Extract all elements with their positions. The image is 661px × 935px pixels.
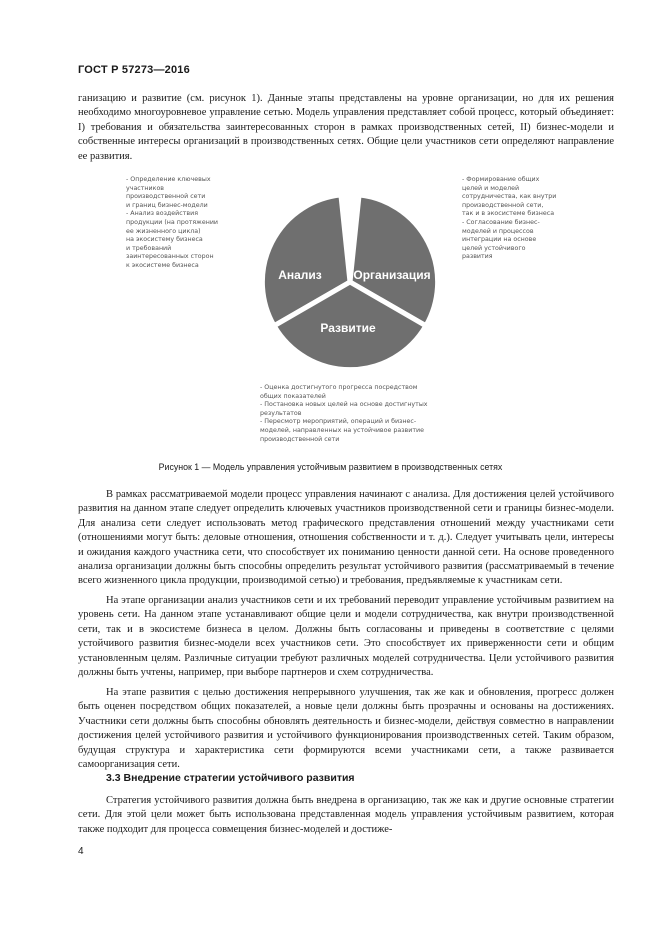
figure-cycle-diagram <box>78 170 614 460</box>
final-paragraph: Стратегия устойчивого развития должна быть внедрена в организацию, так же как и другие основные стратегии сети. Для этой цели может быть использована представленная модель управления устойчивым развитием, которая также подходит для процесса совмещения бизнес-моделей и достиже- <box>78 795 614 835</box>
segment-label-development: Развитие <box>320 321 376 335</box>
note-development: - Оценка достигнутого прогресса посредством общих показателей - Постановка новых целей на основе достигнутых результатов - Пересмотр мероприятий, операций и бизнес- моделей, направленных на устойчивое развитие производственной сети <box>260 384 428 443</box>
segment-label-organization: Организация <box>353 268 431 282</box>
page-number: 4 <box>78 846 84 857</box>
document-header: ГОСТ Р 57273—2016 <box>78 64 190 76</box>
segment-label-analysis: Анализ <box>278 268 322 282</box>
note-organization: - Формирование общих целей и моделей сотрудничества, как внутри производственной сети, так и в экосистеме бизнеса - Согласование бизнес- моделей и процессов интеграции на основе целей устойчивого развития <box>462 176 557 261</box>
note-analysis: - Определение ключевых участников производственной сети и границ бизнес-модели - Анализ воздействия продукции (на протяжении ее жизненного цикла) на экосистему бизнеса и требований заинтересованных сторон к экосистеме бизнеса <box>126 176 219 269</box>
section-heading: 3.3 Внедрение стратегии устойчивого развития <box>106 772 355 784</box>
intro-paragraph: ганизацию и развитие (см. рисунок 1). Данные этапы представлены на уровне организации, но для их решения необходимо многоуровневое управление сетью. Модель управления представляет собой процесс, который объединяет: I) требования и обязательства заинтересованных сторон в рамках производственных сетей, II) бизнес-модели и собственные интересы организаций в производственных сетях. Общие цели участников сети определяют направление ее развития. <box>78 93 614 162</box>
paragraph-development: На этапе развития с целью достижения непрерывного улучшения, так же как и обновления, прогресс должен быть оценен посредством общих показателей, а новые цели должны быть прозрачны и основаны на достижениях. Участники сети должны быть способны обновлять деятельность и бизнес-модели, действуя совместно в направлении достижения целей устойчивого развития и устойчивого функционирования производственных сетей. Таким образом, будущая структура и характеристика сети формируются всеми участниками сети, а также развивается самоорганизация сети. <box>78 687 614 771</box>
paragraph-organization: На этапе организации анализ участников сети и их требований переводит управление устойчивым развитием на уровень сети. На данном этапе устанавливают общие цели и модели сотрудничества, как внутри производственной сети, так и в экосистеме бизнеса в целом. Должны быть согласованы и приведены в соответствие с целями устойчивого развития бизнес-модели всех участников сети. Это способствует их приверженности сети и общим установленным целям. Различные ситуации требуют различных моделей сотрудничества. Цели устойчивого развития должны быть учтены, например, при выборе партнеров и схем сотрудничества. <box>78 595 614 679</box>
figure-caption: Рисунок 1 — Модель управления устойчивым развитием в производственных сетях <box>158 462 503 472</box>
paragraph-analysis: В рамках рассматриваемой модели процесс управления начинают с анализа. Для достижения целей устойчивого развития на данном этапе следует определить ключевых участников производственной сети и границы бизнес-модели. Для анализа сети следует использовать метод графического представления отношений между участниками сети (отношениями могут быть: деловые отношения, отношения собственности и т. д.). Следует учитывать цели, интересы и ожидания каждого участника сети, что способствует их пониманию ценности данной сети. На основе проведенного анализа организации должны быть способны определить результат устойчивого развития (рассматриваемый в течение всего жизненного цикла продукции, производимой сетью) и требования, предъявляемые к участникам сети. <box>78 489 614 587</box>
